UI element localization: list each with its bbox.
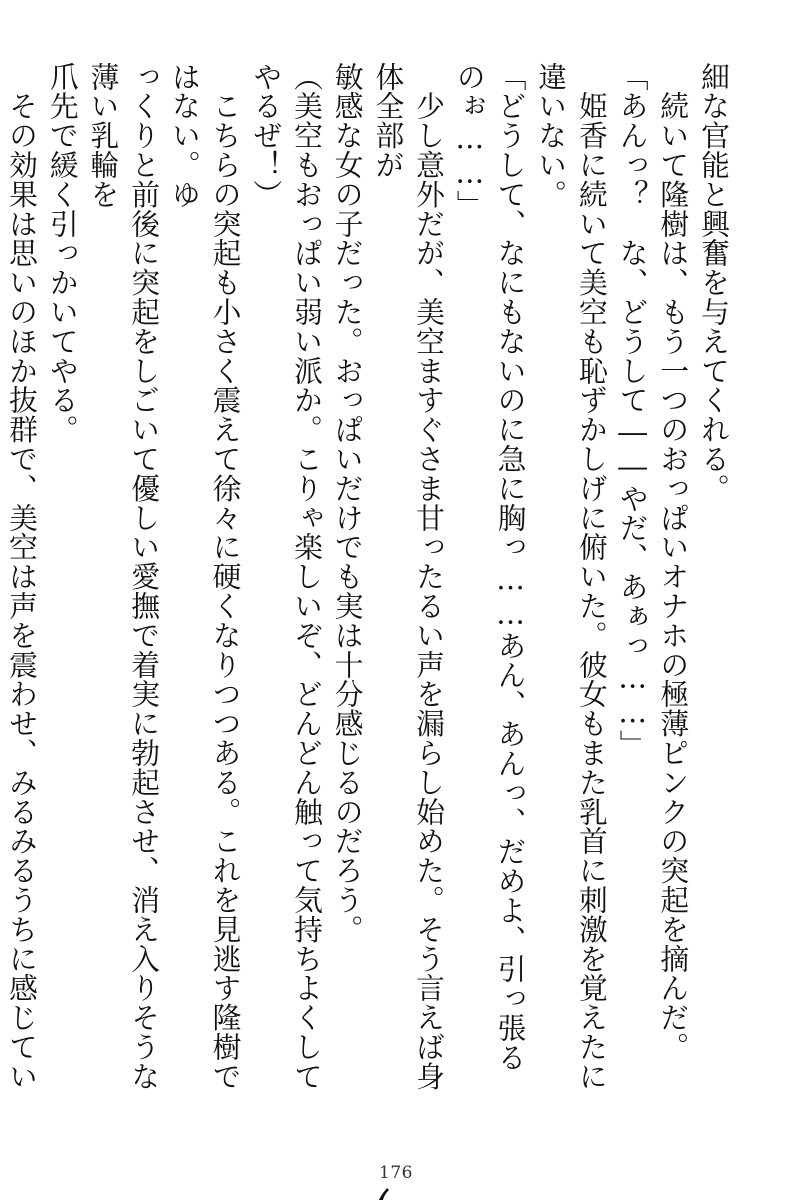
- vertical-text-body: [5, 62, 734, 1092]
- text-line: こちらの突起も小さく震えて徐々に硬くなりつつある。これを見逃す隆樹ではない。ゆ: [167, 62, 243, 1091]
- text-line: 続いて隆樹は、もう一つのおっぱいオナホの極薄ピンクの突起を摘んだ。: [656, 62, 691, 1062]
- text-line: その効果は思いのほか抜群で、美空は声を震わせ、みるみるうちに感じてい: [5, 91, 40, 1091]
- text-line: 少し意外だが、美空ますぐさま甘ったるい声を漏らし始めた。そう言えば身体全部が: [371, 62, 447, 1091]
- page-edge-mark-icon: [378, 1188, 392, 1200]
- text-line: 爪先で緩く引っかいてやる。: [45, 62, 80, 445]
- text-line: 「どうして、なにもないのに急に胸っ……あん、あんっ、だめよ、引っ張るのぉ……」: [452, 62, 528, 1072]
- text-line: 細な官能と興奮を与えてくれる。: [697, 62, 731, 503]
- text-line: 姫香に続いて美空も恥ずかしげに俯いた。彼女もまた乳首に刺激を覚えたに違いない。: [534, 62, 609, 1091]
- text-line: 「あんっ？ な、どうして――やだ、あぁっ……」: [615, 62, 650, 759]
- text-line: （美空もおっぱい弱い派か。こりゃ楽しいぞ、どんどん触って気持ちよくしてやるぜ！）: [249, 62, 324, 1091]
- text-line: っくりと前後に突起をしごいて優しい愛撫で着実に勃起させ、消え入りそうな薄い乳輪を: [86, 62, 162, 1091]
- text-line: 敏感な女の子だった。おっぱいだけでも実は十分感じるのだろう。: [330, 62, 365, 944]
- page-number: 176: [379, 1163, 413, 1183]
